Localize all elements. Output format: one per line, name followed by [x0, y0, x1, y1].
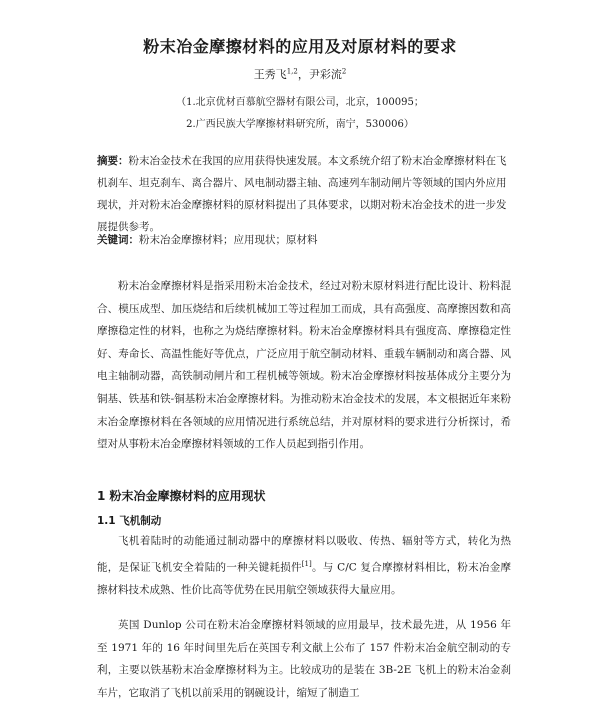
keywords	[97, 232, 509, 247]
citation-reference[interactable]: [1]	[301, 559, 312, 568]
abstract-label: 摘要：	[97, 155, 129, 167]
keywords-text: 粉末冶金摩擦材料；应用现状；原材料	[139, 234, 318, 246]
author-line	[0, 66, 600, 82]
keywords-label: 关键词：	[97, 234, 139, 246]
body-paragraph	[97, 530, 511, 601]
paragraph-text: 飞机着陆时的动能通过制动器中的摩擦材料以吸收、传热、辐射等方式，转化为热能，是保证飞机安全着陆的一种关键耗损件	[97, 535, 511, 574]
section-heading: 1 粉末冶金摩擦材料的应用现状	[97, 489, 266, 503]
affiliation-line-1: （1.北京优材百慕航空器材有限公司，北京，100095；	[176, 97, 424, 108]
abstract-text: 粉末冶金技术在我国的应用获得快速发展。本文系统介绍了粉末冶金摩擦材料在飞机刹车、坦克刹车、离合器片、风电制动器主轴、高速列车制动闸片等领域的国内外应用现状，并对粉末冶金摩擦材料的原材料提出了具体要求，以期对粉末冶金技术的进一步发展提供参考。	[97, 155, 507, 233]
intro-paragraph: 粉末冶金摩擦材料是指采用粉末冶金技术，经过对粉末原材料进行配比设计、粉料混合、模压成型、加压烧结和后续机械加工等过程加工而成，具有高强度、高摩擦因数和高摩擦稳定性的材料，也称之为烧结摩擦材料。粉末冶金摩擦材料具有强度高、摩擦稳定性好、寿命长、高温性能好等优点，广泛应用于航空制动材料、重载车辆制动和离合器、风电主轴制动器，高铁制动闸片和工程机械等领域。粉末冶金摩擦材料按基体成分主要分为铜基、铁基和铁-铜基粉末冶金摩擦材料。为推动粉末冶金技术的发展，本文根据近年来粉末冶金摩擦材料在各领域的应用情况进行系统总结，并对原材料的要求进行分析探讨，希望对从事粉末冶金摩擦材料领域的工作人员起到指引作用。	[97, 280, 511, 451]
author-affiliation-mark: 2	[341, 67, 347, 76]
author-separator: ，	[297, 68, 309, 81]
author-affiliation-mark: 1,2	[286, 67, 298, 76]
affiliation-line-2: 2.广西民族大学摩擦材料研究所，南宁，530006）	[186, 119, 414, 130]
body-paragraph: 英国 Dunlop 公司在粉末冶金摩擦材料领域的应用最早，技术最先进，从 1956 年至 1971 年的 16 年时间里先后在英国专利文献上公布了 157 件粉末冶金航空制动的专利，主要以铁基粉末冶金摩擦材料为主。比较成功的是装在 3B-2E 飞机上的粉末冶金刹车片，它取消了飞机以前采用的钢碗设计，缩短了制造工	[97, 619, 511, 699]
paragraph-text: 。与 C/C 复合摩擦材料相比，粉末冶金摩擦材料技术成熟、性价比高等优势在民用航空领域获得大量应用。	[97, 561, 512, 596]
subsection-heading: 1.1 飞机制动	[97, 515, 162, 527]
abstract	[97, 150, 509, 238]
author-name: 王秀飞	[253, 68, 287, 81]
paper-title: 粉末冶金摩擦材料的应用及对原材料的要求	[143, 37, 457, 56]
author-name: 尹彩流	[308, 68, 342, 81]
